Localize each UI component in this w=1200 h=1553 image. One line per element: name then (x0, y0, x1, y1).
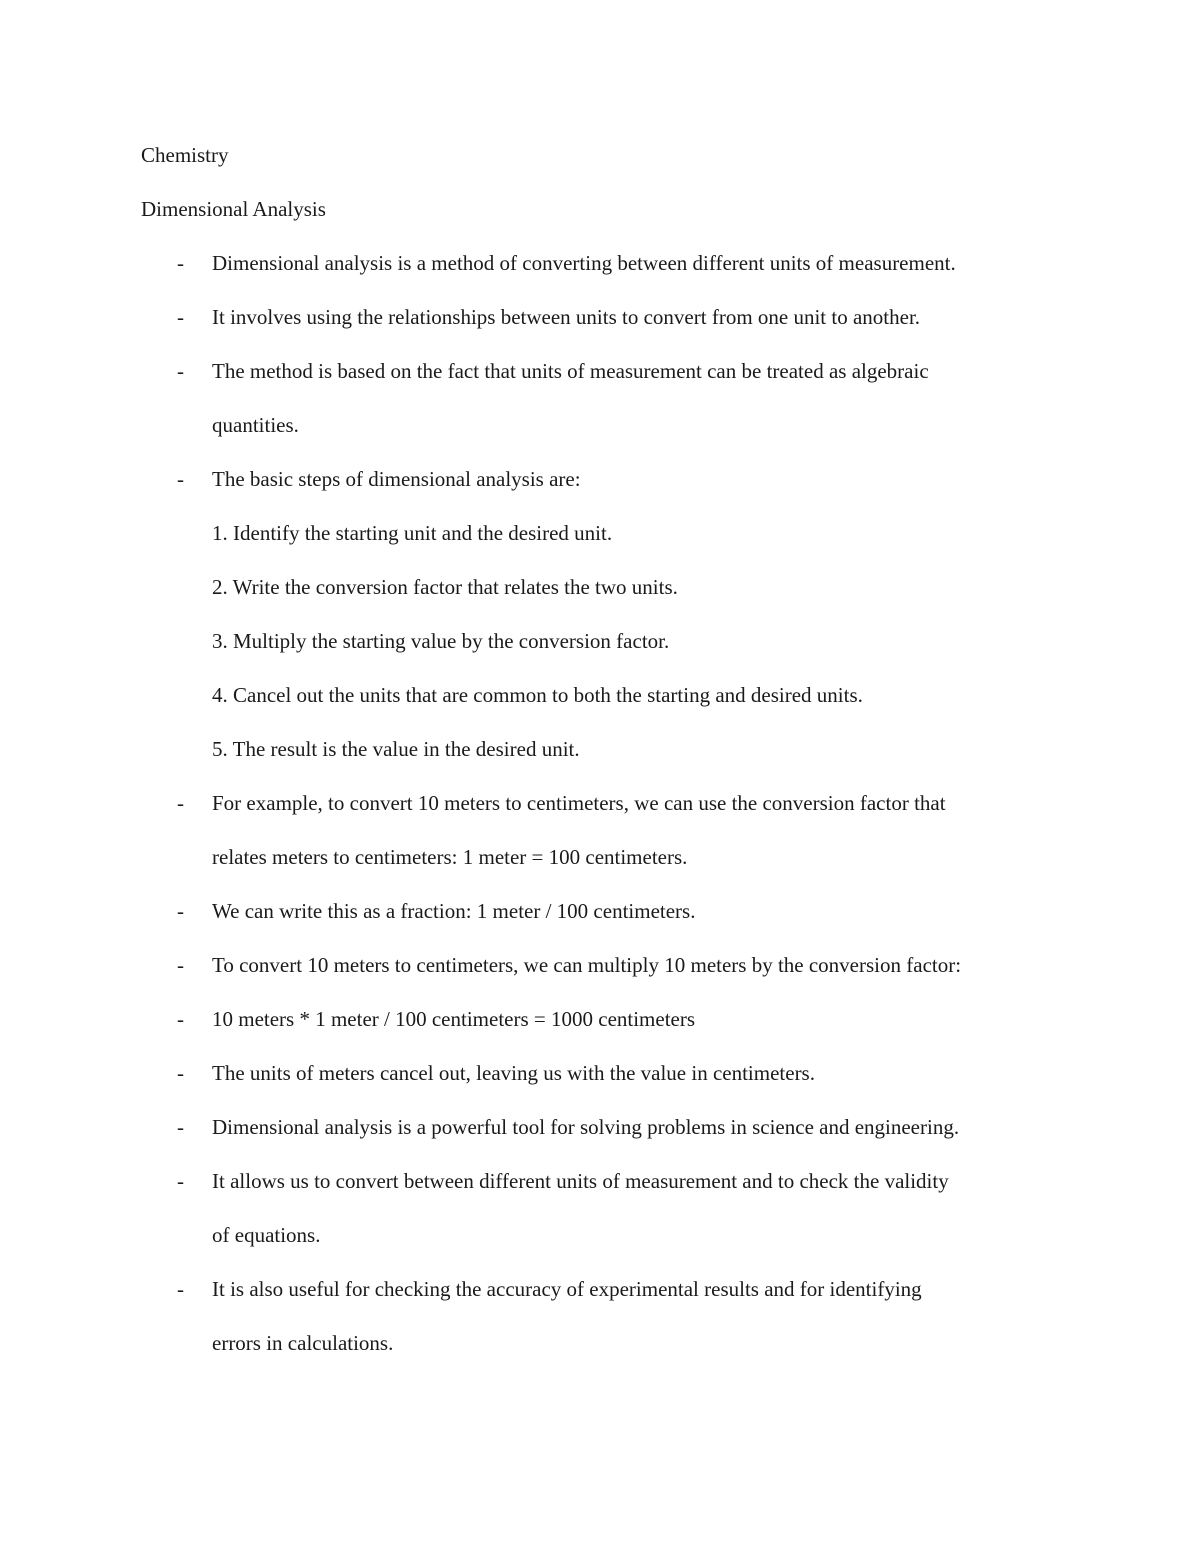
subject-heading: Chemistry (141, 143, 229, 167)
bullet-text: The basic steps of dimensional analysis are: (212, 467, 581, 491)
bullet-dash: - (177, 1169, 184, 1193)
bullet-item (141, 884, 1071, 938)
bullet-text: To convert 10 meters to centimeters, we can multiply 10 meters by the conversion factor: (212, 953, 962, 977)
step-item: 2. Write the conversion factor that relates the two units. (212, 575, 678, 599)
bullet-dash: - (177, 1277, 184, 1301)
bullet-dash: - (177, 1061, 184, 1085)
bullet-dash: - (177, 251, 184, 275)
bullet-text: The units of meters cancel out, leaving us with the value in centimeters. (212, 1061, 815, 1085)
bullet-dash: - (177, 791, 184, 815)
bullet-text: We can write this as a fraction: 1 meter / 100 centimeters. (212, 899, 696, 923)
bullet-item (141, 992, 1071, 1046)
bullet-text: It is also useful for checking the accuracy of experimental results and for identifying (212, 1277, 922, 1301)
bullet-continuation: quantities. (212, 413, 299, 437)
bullet-dash: - (177, 305, 184, 329)
step-item: 3. Multiply the starting value by the conversion factor. (212, 629, 670, 653)
bullet-dash: - (177, 953, 184, 977)
step-item: 5. The result is the value in the desired unit. (212, 737, 580, 761)
bullet-text: It allows us to convert between different units of measurement and to check the validity (212, 1169, 949, 1193)
bullet-dash: - (177, 467, 184, 491)
bullet-item (141, 344, 1071, 398)
bullet-item (141, 452, 1071, 506)
bullet-item (141, 776, 1071, 830)
bullet-text: For example, to convert 10 meters to centimeters, we can use the conversion factor that (212, 791, 946, 815)
bullet-text: It involves using the relationships between units to convert from one unit to another. (212, 305, 921, 329)
bullet-item (141, 1262, 1071, 1316)
bullet-dash: - (177, 1115, 184, 1139)
bullet-text: The method is based on the fact that units of measurement can be treated as algebraic (212, 359, 929, 383)
bullet-continuation: relates meters to centimeters: 1 meter = 100 centimeters. (212, 845, 688, 869)
bullet-continuation: of equations. (212, 1223, 321, 1247)
bullet-text: Dimensional analysis is a method of converting between different units of measurement. (212, 251, 956, 275)
bullet-continuation: errors in calculations. (212, 1331, 394, 1355)
bullet-item (141, 236, 1071, 290)
document-title: Dimensional Analysis (141, 197, 326, 221)
step-item: 1. Identify the starting unit and the desired unit. (212, 521, 613, 545)
bullet-item (141, 290, 1071, 344)
bullet-dash: - (177, 899, 184, 923)
bullet-dash: - (177, 1007, 184, 1031)
bullet-item (141, 1100, 1071, 1154)
bullet-item (141, 1154, 1071, 1208)
step-item: 4. Cancel out the units that are common to both the starting and desired units. (212, 683, 863, 707)
bullet-text: Dimensional analysis is a powerful tool for solving problems in science and engineering. (212, 1115, 960, 1139)
document-body (141, 128, 1071, 1370)
bullet-dash: - (177, 359, 184, 383)
bullet-item (141, 938, 1071, 992)
bullet-text: 10 meters * 1 meter / 100 centimeters = 1000 centimeters (212, 1007, 696, 1031)
bullet-item (141, 1046, 1071, 1100)
